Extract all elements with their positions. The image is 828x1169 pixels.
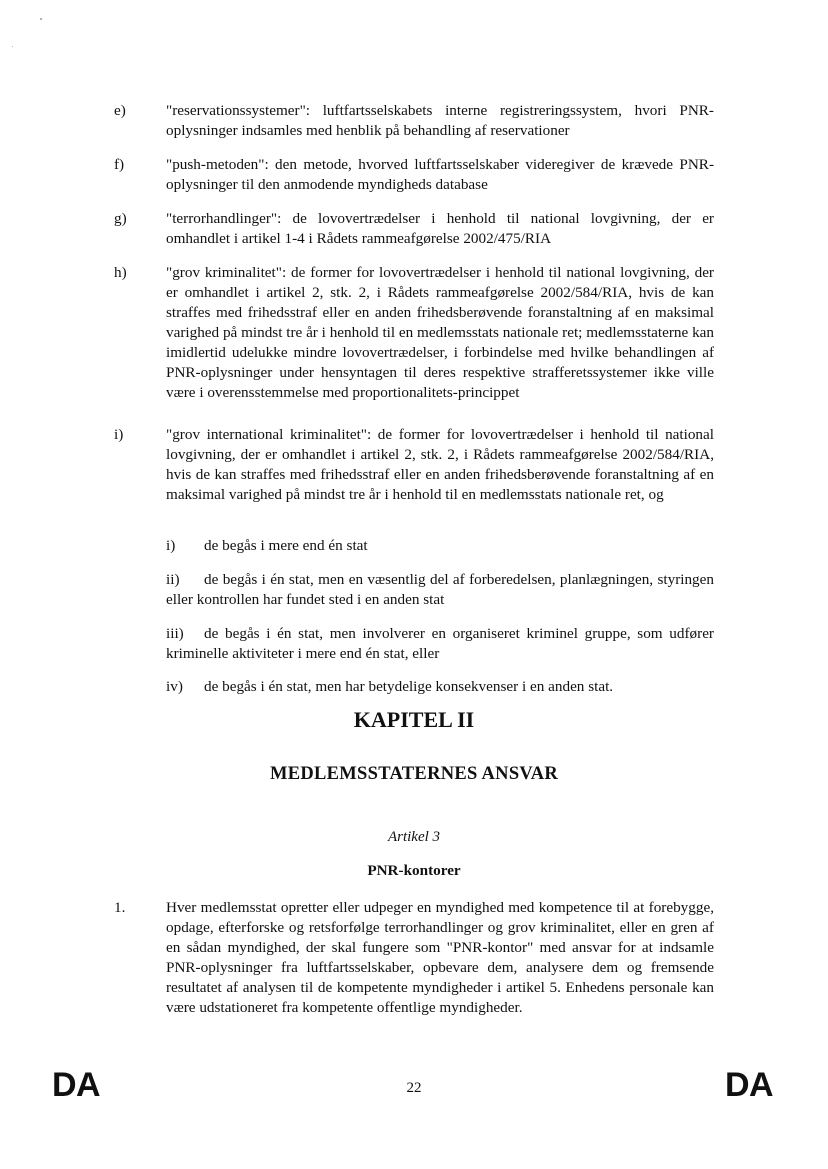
definition-marker: e) bbox=[114, 102, 126, 119]
subitem-text: de begås i én stat, men har betydelige konsekvenser i en anden stat. bbox=[204, 678, 614, 695]
definition-g bbox=[114, 209, 714, 249]
definition-f bbox=[114, 155, 714, 195]
article-title: PNR-kontorer bbox=[367, 862, 461, 879]
definition-marker: h) bbox=[114, 264, 127, 281]
definition-marker: g) bbox=[114, 210, 127, 227]
definition-marker: i) bbox=[114, 426, 124, 443]
definition-text: "reservationssystemer": luftfartsselskabets interne registreringssystem, hvori PNR-oplysninger indsamles med henblik på behandling af reservationer bbox=[166, 102, 714, 139]
subitem-marker: ii) bbox=[166, 571, 180, 588]
subitem-marker: i) bbox=[166, 537, 176, 554]
article-heading: Artikel 3 bbox=[387, 829, 441, 845]
subitem-iii bbox=[166, 624, 714, 664]
definition-e bbox=[114, 101, 714, 141]
definition-text: "grov international kriminalitet": de former for lovovertrædelser i henhold til national lovgivning, der er omhandlet i artikel 2, stk. 2, i Rådets rammeafgørelse 2002/584/RIA, hvis de kan straffes med frihedsstraf eller en anden frihedsberøvende foranstaltning af en maksimal varighed på mindst tre år i henhold til en medlemsstats nationale ret, og bbox=[166, 426, 714, 503]
subitem-text: de begås i én stat, men involverer en organiseret kriminel gruppe, som udfører kriminelle aktiviteter i mere end én stat, eller bbox=[166, 625, 714, 662]
scan-speck bbox=[40, 18, 42, 20]
paragraph-marker: 1. bbox=[114, 899, 126, 916]
subitem-marker: iv) bbox=[166, 678, 183, 695]
definition-text: "grov kriminalitet": de former for lovovertrædelser i henhold til national lovgivning, der er omhandlet i artikel 2, stk. 2, i Rådets rammeafgørelse 2002/584/RIA, hvis de kan straffes med frihedsstraf eller en anden frihedsberøvende foranstaltning af en maksimal varighed på mindst tre år i henhold til en medlemsstats nationale ret; medlemsstaterne kan imidlertid udelukke mindre lovovertrædelser, i forbindelse med hvilke behandlingen af PNR-oplysninger under hensyntagen til deres respektive strafferetssystemer ikke ville være i overensstemmelse med proportionalitets-princippet bbox=[166, 264, 714, 401]
subitem-marker: iii) bbox=[166, 625, 184, 642]
paragraph-1 bbox=[114, 898, 714, 1018]
chapter-title: MEDLEMSSTATERNES ANSVAR bbox=[269, 764, 559, 784]
definition-marker: f) bbox=[114, 156, 125, 173]
language-code-right: DA bbox=[725, 1066, 774, 1104]
scan-speck bbox=[12, 46, 13, 47]
paragraph-text: Hver medlemsstat opretter eller udpeger en myndighed med kompetence til at forebygge, opdage, efterforske og retsforfølge terrorhandlinger og grov kriminalitet, eller en gren af en sådan myndighed, der skal fungere som "PNR-kontor" med ansvar for at indsamle PNR-oplysninger fra luftfartsselskaber, opbevare dem, analysere dem og fremsende resultatet af analysen til de kompetente myndigheder i artikel 5. Enhedens personale kan være udstationeret fra kompetente offentlige myndigheder. bbox=[166, 899, 714, 1016]
subitem-iv bbox=[166, 677, 714, 697]
subitem-i bbox=[166, 536, 714, 556]
subitem-text: de begås i mere end én stat bbox=[204, 537, 368, 554]
subitem-text: de begås i én stat, men en væsentlig del af forberedelsen, planlægningen, styringen eller kontrollen har fundet sted i en anden stat bbox=[166, 571, 714, 608]
definition-i bbox=[114, 425, 714, 505]
definition-text: "push-metoden": den metode, hvorved luftfartsselskaber videregiver de krævede PNR-oplysninger til den anmodende myndigheds database bbox=[166, 156, 714, 193]
page-number: 22 bbox=[406, 1080, 422, 1096]
language-code-left: DA bbox=[52, 1066, 101, 1104]
definition-h bbox=[114, 263, 714, 403]
subitem-ii bbox=[166, 570, 714, 610]
definition-text: "terrorhandlinger": de lovovertrædelser i henhold til national lovgivning, der er omhandlet i artikel 1-4 i Rådets rammeafgørelse 2002/475/RIA bbox=[166, 210, 714, 247]
chapter-heading: KAPITEL II bbox=[353, 707, 475, 732]
